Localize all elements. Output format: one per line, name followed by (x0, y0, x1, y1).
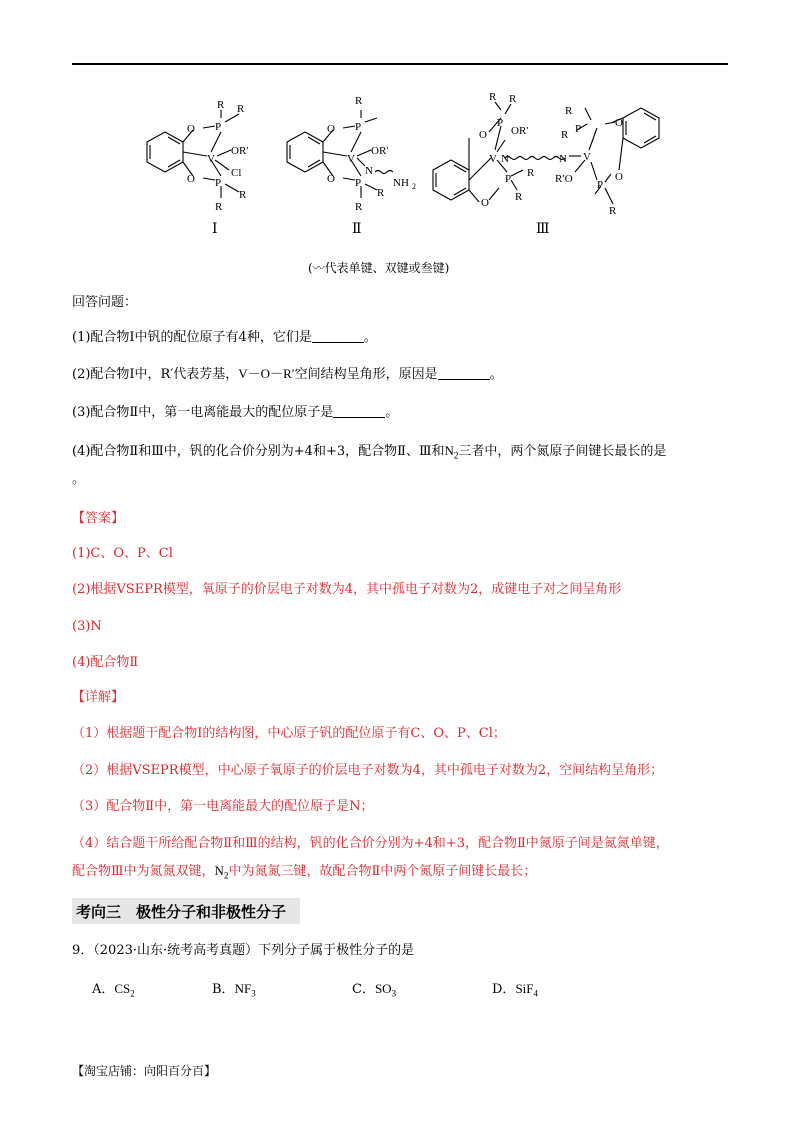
option-b[interactable]: B．$NF_3$ (212, 981, 256, 999)
atom-label: O (615, 117, 623, 129)
detail-3: （3）配合物Ⅱ中，第一电离能最大的配位原子是N； (72, 799, 374, 814)
atom-label: P (215, 177, 222, 189)
atom-label: R (509, 93, 517, 105)
question-4-text-a: (4)配合物Ⅱ和Ⅲ中，钒的化合价分别为+4和+3，配合物Ⅱ、Ⅲ和 (72, 444, 445, 459)
structure-label-3: Ⅲ (536, 221, 550, 237)
atom-label: R (561, 129, 569, 141)
question-9-stem: 9．（2023·山东·统考高考真题）下列分子属于极性分子的是 (72, 943, 415, 958)
atom-label: O (327, 173, 335, 185)
answer-2: (2)根据VSEPR模型，氧原子的价层电子对数为4，其中孤电子对数为2，成键电子对之间呈角形 (72, 582, 622, 597)
atom-label: P (355, 177, 362, 189)
answer-3: (3)N (72, 619, 102, 634)
section-title: 考向三 极性分子和非极性分子 (76, 903, 287, 921)
answer-blank (312, 329, 364, 343)
atom-label: P (575, 123, 582, 135)
atom-label: R (355, 201, 363, 213)
figure-caption: (〰代表单键、双键或叁键) (308, 261, 450, 275)
answer-blank (438, 366, 490, 380)
footer-shop-note: 【淘宝店铺：向阳百分百】 (72, 1064, 217, 1078)
atom-label: V (207, 153, 215, 165)
detail-heading: 【详解】 (72, 690, 125, 705)
option-a-formula: $CS_2$ (114, 981, 135, 999)
structure-label-2: Ⅱ (352, 221, 362, 237)
atom-label: R (355, 95, 363, 107)
atom-label: OR′ (511, 125, 529, 137)
question-4 (72, 441, 666, 466)
atom-label: Cl (231, 167, 242, 179)
atom-label: OR′ (371, 145, 389, 157)
answer-1: (1)C、O、P、Cl (72, 546, 173, 561)
atom-label: NH (393, 177, 409, 189)
atom-label: O (615, 171, 623, 183)
atom-label: O (187, 123, 195, 135)
question-1-end: 。 (363, 330, 377, 345)
atom-label: O (481, 197, 489, 209)
atom-label: O (327, 123, 335, 135)
detail-4b-text-a: 配合物Ⅲ中为氮氮双键， (72, 864, 215, 879)
detail-4b (72, 861, 536, 886)
n2-formula: $N_2$ (214, 863, 229, 881)
question-3 (72, 403, 398, 423)
atom-label: O (187, 173, 195, 185)
question-3-end: 。 (385, 405, 399, 420)
atom-label: R (215, 201, 223, 213)
atom-label: 2 (412, 182, 416, 191)
question-1-text: (1)配合物Ⅰ中钒的配位原子有4种，它们是 (72, 330, 312, 345)
answer-heading: 【答案】 (72, 511, 125, 526)
atom-label: N (559, 153, 567, 165)
atom-label: V (347, 153, 355, 165)
question-2-end: 。 (489, 367, 503, 382)
option-a[interactable]: A．$CS_2$ (92, 981, 135, 999)
v-o-r-formula: V－O－R′ (238, 366, 295, 381)
section-title-bar (72, 898, 300, 924)
atom-label: R (489, 91, 497, 103)
question-2-text-a: (2)配合物Ⅰ中，R′代表芳基， (72, 367, 239, 382)
header-rule (72, 63, 728, 65)
atom-label: N (501, 153, 509, 165)
atom-label: OR′ (231, 145, 249, 157)
questions-intro: 回答问题： (72, 295, 138, 310)
atom-label: R (377, 187, 385, 199)
question-3-text: (3)配合物Ⅱ中，第一电离能最大的配位原子是 (72, 405, 334, 420)
question-2-text-b: 空间结构呈角形，原因是 (294, 367, 438, 382)
atom-label: R′O (555, 173, 573, 185)
atom-label: R (609, 205, 617, 217)
n2-formula: $N_2$ (444, 443, 459, 461)
atom-label: P (215, 121, 222, 133)
atom-label: R (515, 191, 523, 203)
structure-label-1: Ⅰ (212, 221, 218, 237)
answer-4: (4)配合物Ⅱ (72, 655, 139, 670)
atom-label: V (489, 153, 497, 165)
question-2 (72, 364, 503, 385)
atom-label: N (365, 165, 373, 177)
atom-label: P (597, 179, 604, 191)
answer-blank (333, 404, 385, 418)
atom-label: P (497, 117, 504, 129)
detail-4a: （4）结合题干所给配合物Ⅱ和Ⅲ的结构，钒的化合价分别为+4和+3，配合物Ⅱ中氮原子间是氮氮单键， (72, 836, 669, 851)
atom-label: R (237, 103, 245, 115)
structure-3 (433, 102, 659, 204)
detail-1: （1）根据题干配合物Ⅰ的结构图，中心原子钒的配位原子有C、O、P、Cl； (72, 726, 506, 741)
option-b-formula: $NF_3$ (234, 981, 256, 999)
option-d[interactable]: D．SiF$_4$ (492, 981, 539, 999)
atom-label: R (565, 105, 573, 117)
detail-2: （2）根据VSEPR模型，中心原子氧原子的价层电子对数为4，其中孤电子对数为2，空间结构呈角形； (72, 763, 664, 778)
atom-label: R (527, 167, 535, 179)
option-c[interactable]: C．$SO_3$ (352, 981, 397, 999)
question-4-end: 。 (72, 472, 86, 487)
option-c-formula: $SO_3$ (374, 981, 397, 999)
atom-label: P (505, 173, 512, 185)
atom-label: V (583, 151, 591, 163)
atom-label: R (239, 189, 247, 201)
option-d-formula: SiF$_4$ (515, 981, 539, 999)
atom-label: R (217, 99, 225, 111)
atom-label: O (479, 129, 487, 141)
question-1 (72, 328, 377, 348)
question-4-text-b: 三者中，两个氮原子间键长最长的是 (458, 444, 667, 459)
atom-label: P (355, 121, 362, 133)
detail-4b-text-b: 中为氮氮三键，故配合物Ⅱ中两个氮原子间键长最长； (228, 864, 537, 879)
